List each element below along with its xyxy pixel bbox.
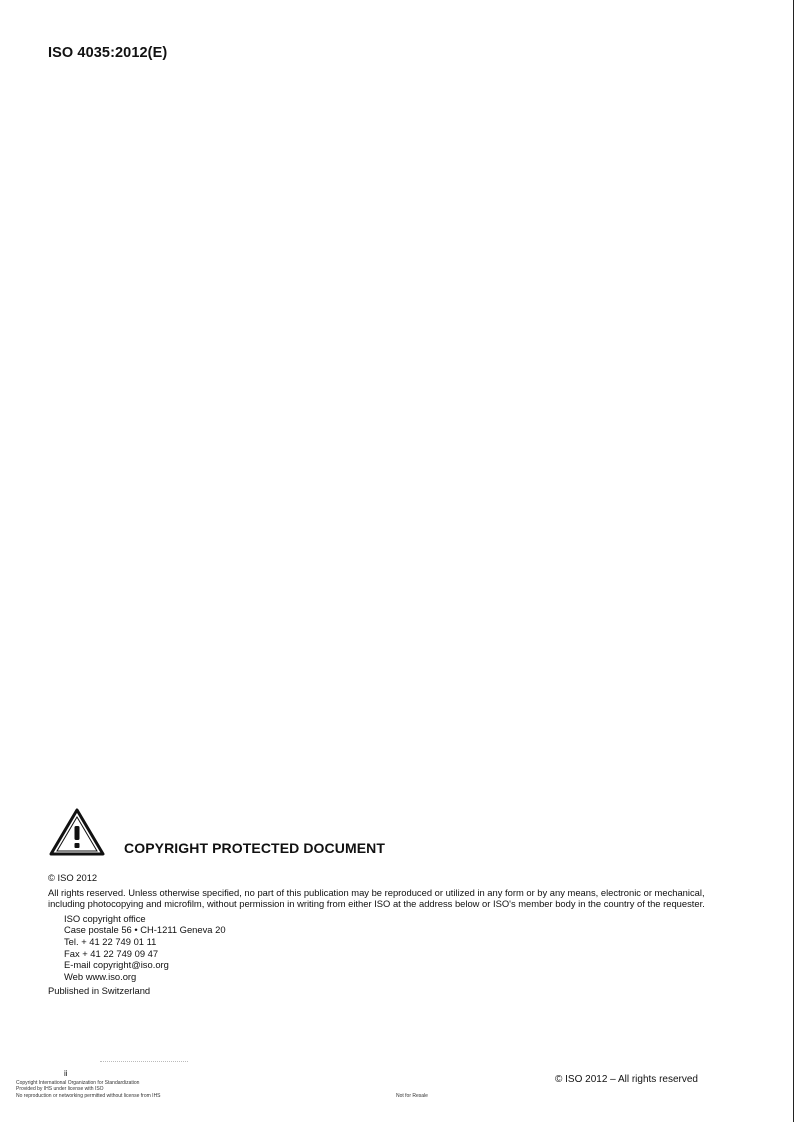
rights-reserved-text: All rights reserved. Unless otherwise specified, no part of this publication may be reproduced or utilized in any form or by any means, electronic or mechanical, including photocopying and microfilm, without permission in writing from either ISO at the address below or ISO's member body in the country of the requester. xyxy=(48,886,705,910)
address-line: Tel. + 41 22 749 01 11 xyxy=(64,935,157,947)
footer-copyright-notice: © ISO 2012 – All rights reserved xyxy=(555,1074,698,1085)
copyright-year-line: © ISO 2012 xyxy=(48,872,98,883)
document-id-header: ISO 4035:2012(E) xyxy=(48,45,168,61)
address-line: Web www.iso.org xyxy=(64,970,137,982)
ihs-line: No reproduction or networking permitted without license from IHS xyxy=(16,1092,161,1099)
address-line: E-mail copyright@iso.org xyxy=(64,959,169,971)
iso-address-block xyxy=(48,913,708,983)
not-for-resale-label: Not for Resale xyxy=(396,1093,428,1099)
copyright-heading: COPYRIGHT PROTECTED DOCUMENT xyxy=(124,840,386,856)
copyright-warning-row xyxy=(48,807,708,863)
page-edge-line xyxy=(793,0,794,1122)
ihs-line: Copyright International Organization for Standardization xyxy=(16,1080,140,1086)
footer-divider xyxy=(100,1061,188,1063)
published-in: Published in Switzerland xyxy=(48,985,151,997)
page-number: ii xyxy=(64,1069,68,1078)
address-line: Case postale 56 • CH-1211 Geneva 20 xyxy=(64,924,226,936)
warning-triangle-icon xyxy=(48,807,106,857)
ihs-line: Provided by IHS under license with ISO xyxy=(16,1086,104,1093)
address-line: Fax + 41 22 749 09 47 xyxy=(64,947,159,959)
ihs-license-notice xyxy=(16,1080,161,1099)
address-line: ISO copyright office xyxy=(64,912,146,924)
copyright-section xyxy=(48,807,708,997)
